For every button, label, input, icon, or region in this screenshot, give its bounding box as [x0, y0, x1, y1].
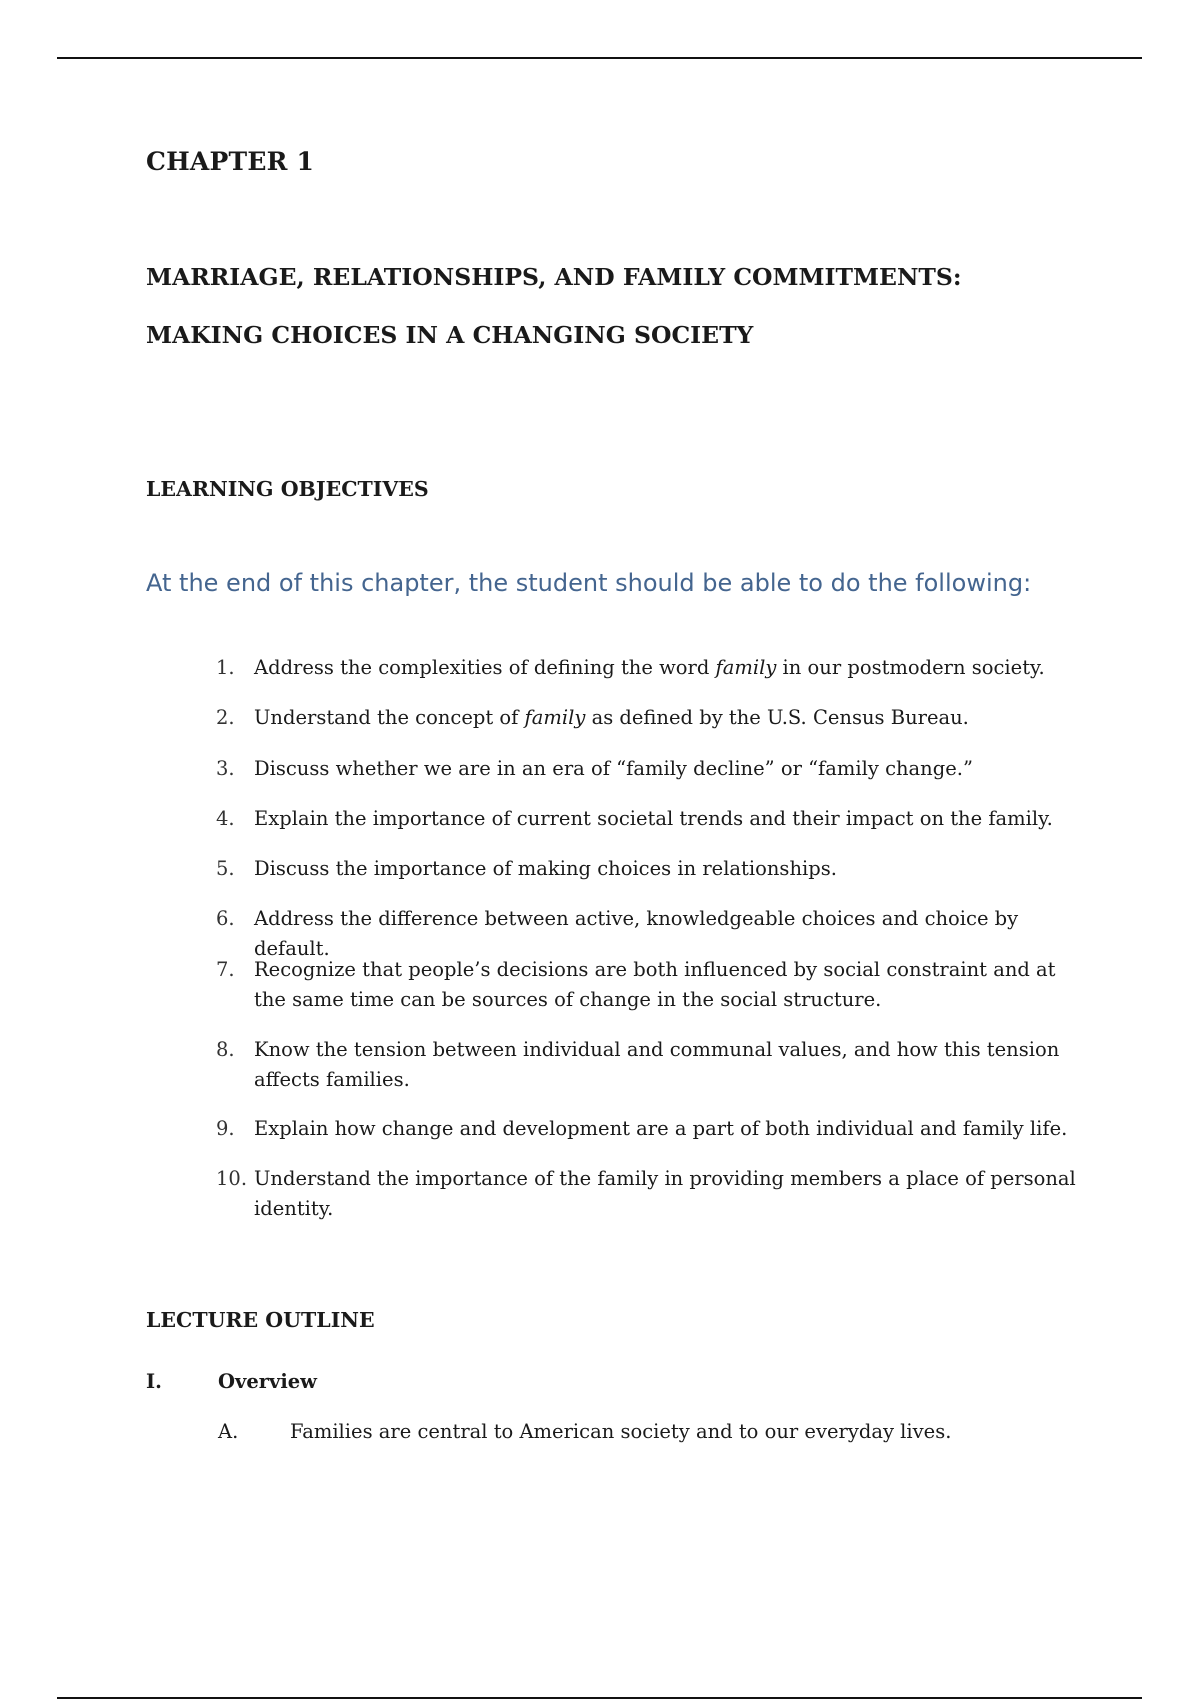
top-rule	[57, 57, 1142, 59]
objective-number: 5.	[216, 857, 235, 880]
objective-text: Recognize that people’s decisions are both influenced by social constraint and at the same time can be sources of change in the social structure.	[254, 958, 1056, 1011]
bottom-rule	[57, 1697, 1142, 1699]
objective-text: Know the tension between individual and communal values, and how this tension affects families.	[254, 1038, 1060, 1091]
objective-item	[216, 1164, 1076, 1224]
objective-number: 1.	[216, 656, 235, 679]
objective-number: 10.	[216, 1167, 248, 1190]
objective-text: Understand the concept of family as defined by the U.S. Census Bureau.	[254, 706, 969, 729]
objectives-intro: At the end of this chapter, the student should be able to do the following:	[146, 569, 1032, 597]
objective-item	[216, 653, 1076, 683]
objective-item	[216, 955, 1076, 1015]
objective-item	[216, 854, 1076, 884]
objective-text: Understand the importance of the family in providing members a place of personal identity.	[254, 1167, 1076, 1220]
learning-objectives-heading: LEARNING OBJECTIVES	[146, 477, 429, 501]
outline-section-title: Overview	[218, 1370, 317, 1393]
objective-number: 9.	[216, 1117, 235, 1140]
objective-item	[216, 754, 1076, 784]
objective-text: Discuss the importance of making choices in relationships.	[254, 857, 837, 880]
chapter-label: CHAPTER 1	[146, 147, 315, 176]
objective-number: 4.	[216, 807, 235, 830]
objective-number: 6.	[216, 907, 235, 930]
chapter-title-line1: MARRIAGE, RELATIONSHIPS, AND FAMILY COMMITMENTS:	[146, 263, 962, 291]
objective-item	[216, 804, 1076, 834]
outline-sub-letter: A.	[218, 1420, 239, 1443]
chapter-title-line2: MAKING CHOICES IN A CHANGING SOCIETY	[146, 321, 754, 349]
objective-text: Explain how change and development are a part of both individual and family life.	[254, 1117, 1068, 1140]
objective-item	[216, 1035, 1076, 1095]
objective-text: Address the complexities of defining the word family in our postmodern society.	[254, 656, 1045, 679]
objective-text: Explain the importance of current societal trends and their impact on the family.	[254, 807, 1053, 830]
objective-item	[216, 1114, 1076, 1144]
objective-text: Discuss whether we are in an era of “family decline” or “family change.”	[254, 757, 973, 780]
objective-item	[216, 703, 1076, 733]
objective-text: Address the difference between active, knowledgeable choices and choice by default.	[254, 907, 1019, 960]
outline-section-number: I.	[146, 1370, 162, 1393]
objective-number: 8.	[216, 1038, 235, 1061]
outline-sub-text: Families are central to American society and to our everyday lives.	[290, 1420, 952, 1443]
objective-number: 2.	[216, 706, 235, 729]
objective-number: 7.	[216, 958, 235, 981]
objective-number: 3.	[216, 757, 235, 780]
lecture-outline-heading: LECTURE OUTLINE	[146, 1308, 375, 1332]
